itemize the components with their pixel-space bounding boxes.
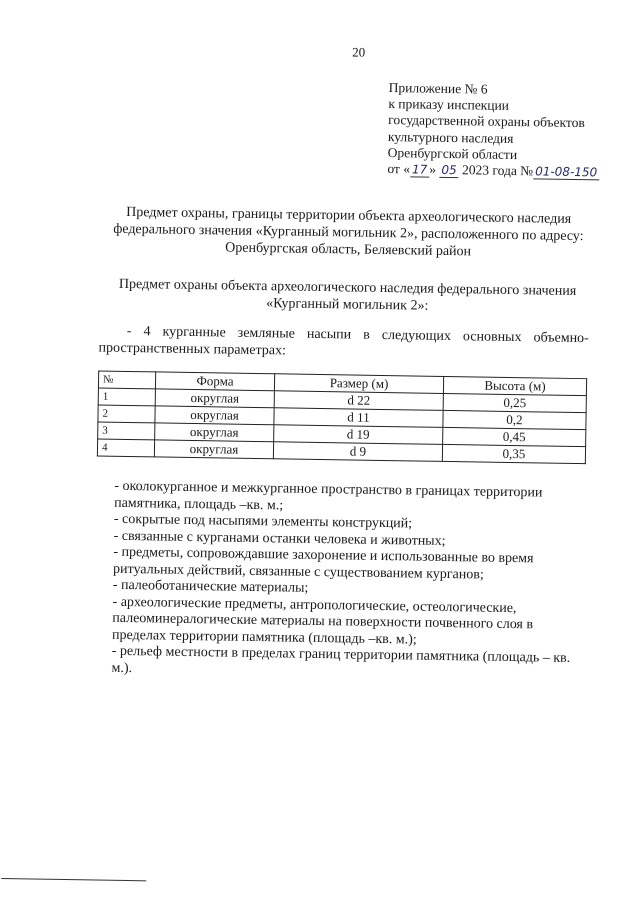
list-item: - связанные с курганами останки человека и животных; (113, 528, 446, 549)
cell-form: округлая (154, 440, 273, 459)
appendix-line: культурного наследия (387, 128, 514, 146)
protection-items-list (111, 479, 584, 684)
cell-height: 0,35 (442, 444, 585, 463)
cell-height: 0,25 (443, 393, 586, 412)
list-item: - палеоботанические материалы; (112, 577, 309, 596)
list-item: - сокрытые под насыпями элементы конструкций; (113, 511, 413, 532)
header-form: Форма (155, 372, 274, 391)
cell-size: d 11 (274, 408, 443, 428)
list-item: - археологические предметы, антропологические, остеологические, палеоминералогические материалы на поверхности почвенного слоя в пределах территории памятника (площадь –кв. м.); (111, 594, 534, 648)
section-subtitle: Предмет охраны объекта археологического наследия федерального значения «Курганный могильник 2»: (118, 276, 577, 314)
cell-size: d 19 (274, 425, 443, 445)
cell-form: округлая (155, 406, 274, 425)
appendix-line: государственной охраны объектов (388, 112, 585, 131)
appendix-header (387, 80, 600, 181)
cell-form: округлая (155, 423, 274, 442)
appendix-title: Приложение № 6 (388, 80, 488, 97)
date-prefix: от « (387, 161, 411, 177)
mounds-table (97, 371, 587, 465)
cell-number: 2 (98, 405, 155, 423)
cell-number: 4 (97, 439, 154, 457)
cell-size: d 9 (273, 442, 442, 462)
cell-number: 3 (98, 422, 155, 440)
handwritten-doc-number: 01-08-150 (533, 164, 599, 180)
header-size: Размер (м) (274, 374, 443, 394)
date-year: 2023 года № (458, 162, 534, 179)
cell-form: округлая (155, 389, 274, 408)
date-mid: » (429, 161, 440, 177)
list-item: - рельеф местности в пределах границ территории памятника (площадь – кв. м.). (111, 643, 571, 676)
header-number: № (98, 371, 155, 389)
cell-number: 1 (98, 388, 155, 406)
list-item: - предметы, сопровождавшие захоронение и использованные во время ритуальных действий, связанные с существованием курганов; (112, 544, 534, 583)
footnote-separator (1, 878, 146, 881)
handwritten-day: 17 (410, 162, 430, 177)
intro-paragraph: - 4 курганные земляные насыпи в следующих основных объемно-пространственных параметрах: (98, 323, 589, 359)
cell-height: 0,2 (443, 410, 586, 429)
appendix-line: Оренбургской области (387, 144, 518, 162)
appendix-line: к приказу инспекции (388, 96, 510, 114)
cell-height: 0,45 (443, 427, 586, 446)
list-item: - околокурганное и межкурганное пространство в границах территории памятника, площадь –кв. м.; (114, 478, 543, 513)
header-height: Высота (м) (443, 376, 586, 395)
page-number: 20 (352, 44, 366, 60)
cell-size: d 22 (274, 391, 443, 411)
document-title: Предмет охраны, границы территории объекта археологического наследия федерального значения «Курганный могильник 2», расположенного по адресу: Оренбургская область, Беляевский район (113, 204, 584, 260)
appendix-date-line (387, 161, 599, 181)
handwritten-month: 05 (439, 163, 459, 178)
